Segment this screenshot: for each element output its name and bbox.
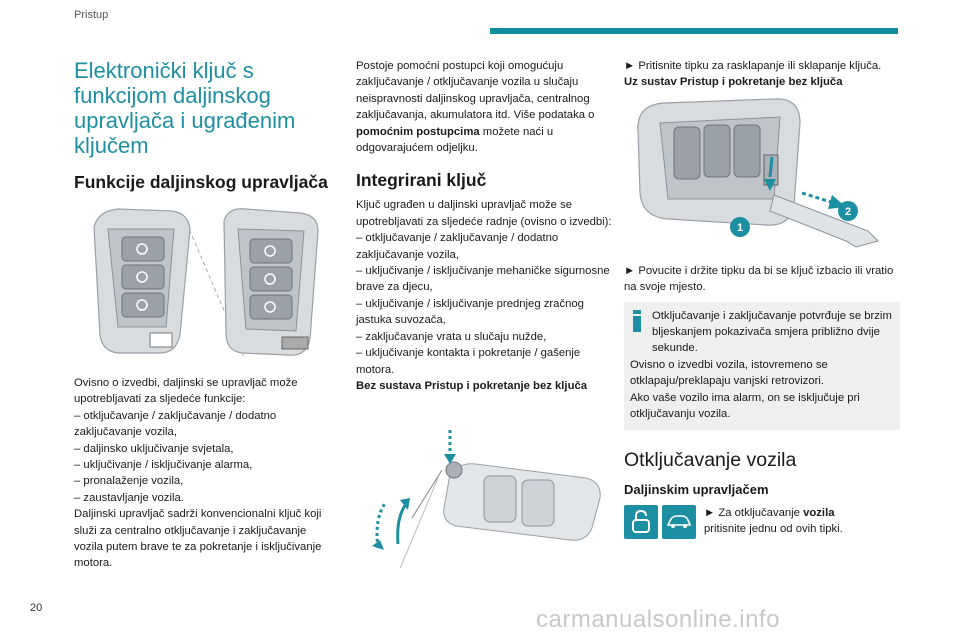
header-accent-bar bbox=[490, 28, 898, 34]
remote-function-item: – otključavanje / zaključavanje / dodatno zaključavanje vozila, bbox=[74, 409, 277, 439]
unlock-buttons-row bbox=[624, 505, 900, 539]
car-icon bbox=[666, 514, 692, 530]
folding-key-image bbox=[356, 418, 614, 568]
remote-key-description: Daljinski upravljač sadrži konvencionalni ključ koji služi za centralno otključavanje i zaključavanje vozila putem brave te za pokretanje i isključivanje motora. bbox=[74, 508, 322, 570]
column-left bbox=[74, 58, 334, 572]
integrated-key-item: – uključivanje kontakta i pokretanje / gašenje motora. bbox=[356, 347, 581, 376]
subheading-remote: Daljinskim upravljačem bbox=[624, 482, 769, 498]
column-middle bbox=[356, 58, 614, 568]
callout-2: 2 bbox=[844, 205, 852, 218]
integrated-key-intro: Ključ ugrađen u daljinski upravljač može se upotrebljavati za sljedeće radnje (ovisno o izvedbi): bbox=[356, 199, 612, 228]
subheading-without-keyless: Bez sustava Pristup i pokretanje bez ključa bbox=[356, 379, 588, 392]
section-heading-remote-functions: Funkcije daljinskog upravljača bbox=[74, 172, 328, 192]
remote-function-item: – daljinsko uključivanje svjetala, bbox=[74, 442, 234, 455]
integrated-key-item: – zaključavanje vrata u slučaju nužde, bbox=[356, 330, 547, 343]
info-alarm: Ako vaše vozilo ima alarm, on se isključuje pri otključavanju vozila. bbox=[630, 391, 860, 421]
watermark: carmanualsonline.info bbox=[536, 606, 780, 633]
backup-procedures-link-text: pomoćnim postupcima bbox=[356, 125, 480, 138]
info-icon bbox=[628, 310, 646, 332]
unlock-car-badge bbox=[662, 505, 696, 539]
info-confirmation: Otključavanje i zaključavanje potvrđuje se brzim bljeskanjem pokazivača smjera približno dvije sekunde. bbox=[652, 309, 892, 355]
info-mirrors: Ovisno o izvedbi vozila, istovremeno se otklapaju/preklapaju vanjski retrovizori. bbox=[630, 358, 828, 388]
unlock-padlock-badge bbox=[624, 505, 658, 539]
folding-key-illustration bbox=[356, 418, 614, 568]
integrated-key-item: – uključivanje / isključivanje mehaničke sigurnosne brave za djecu, bbox=[356, 265, 610, 294]
remote-keys-illustration bbox=[74, 207, 334, 369]
unlock-instruction-end: pritisnite jednu od ovih tipki. bbox=[704, 523, 843, 536]
column-right bbox=[624, 58, 900, 539]
integrated-key-item: – otključavanje / zaključavanje / dodatno zaključavanje vozila, bbox=[356, 232, 559, 261]
key-eject-illustration bbox=[624, 95, 900, 257]
fold-key-step: ► Pritisnite tipku za rasklapanje ili sklapanje ključa. bbox=[624, 60, 882, 72]
remote-function-item: – zaustavljanje vozila. bbox=[74, 491, 184, 504]
section-heading-unlocking: Otključavanje vozila bbox=[624, 449, 797, 472]
padlock-open-icon bbox=[630, 510, 652, 534]
section-name: Pristup bbox=[74, 9, 109, 21]
section-heading-integrated-key: Integrirani ključ bbox=[356, 170, 487, 191]
backup-procedures-paragraph bbox=[356, 58, 614, 156]
unlock-instruction-bold: vozila bbox=[803, 506, 835, 519]
remote-function-item: – pronalaženje vozila, bbox=[74, 475, 184, 488]
remote-keys-image bbox=[74, 207, 334, 369]
backup-procedures-text-end: možete naći u odgovarajućem odjeljku. bbox=[356, 125, 554, 155]
key-eject-image bbox=[624, 95, 900, 257]
remote-function-item: – uključivanje / isključivanje alarma, bbox=[74, 459, 253, 472]
unlock-instruction-text: ► Za otključavanje bbox=[704, 506, 804, 519]
info-box bbox=[624, 302, 900, 431]
callout-1: 1 bbox=[736, 221, 744, 234]
unlock-instruction bbox=[704, 505, 854, 538]
eject-key-step: ► Povucite i držite tipku da bi se ključ izbacio ili vratio na svoje mjesto. bbox=[624, 264, 894, 294]
backup-procedures-text: Postoje pomoćni postupci koji omogućuju zaključavanje / otključavanje vozila u slučaju neispravnosti daljinskog upravljača, centralnog zaključavanja, akumulatora itd. Više podataka o bbox=[356, 60, 595, 122]
subheading-with-keyless: Uz sustav Pristup i pokretanje bez ključa bbox=[624, 76, 843, 89]
page-title: Elektronički ključ s funkcijom daljinskog upravljača i ugrađenim ključem bbox=[74, 58, 296, 158]
integrated-key-item: – uključivanje / isključivanje prednjeg zračnog jastuka suvozača, bbox=[356, 297, 584, 327]
page-number: 20 bbox=[30, 602, 43, 614]
remote-functions-intro: Ovisno o izvedbi, daljinski se upravljač može upotrebljavati za sljedeće funkcije: bbox=[74, 377, 298, 406]
